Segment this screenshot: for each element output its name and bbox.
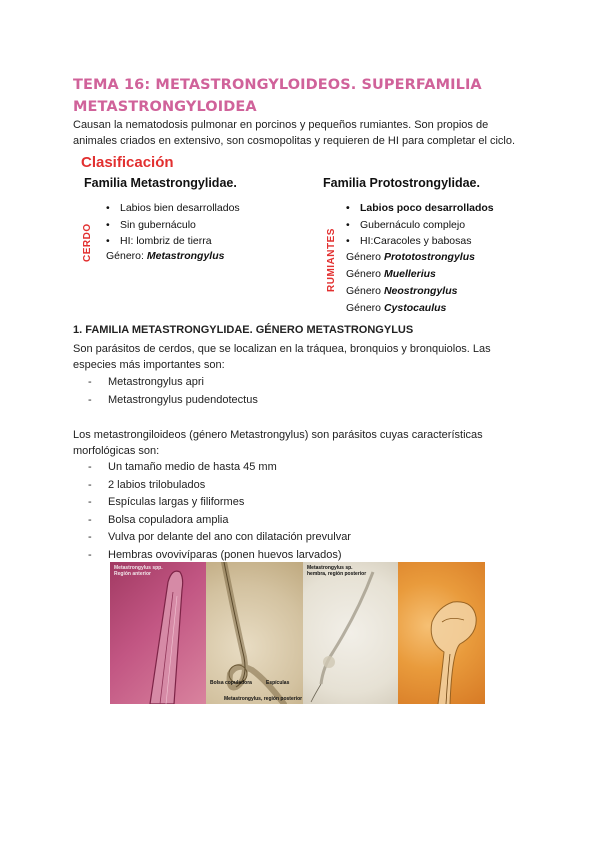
right-genus-line: Género Prototostrongylus: [346, 251, 475, 263]
right-feature-list: [346, 200, 494, 250]
photo-posterior-female: [303, 562, 398, 704]
list-item: • Sin gubernáculo: [106, 218, 196, 231]
host-label-rumiantes: RUMIANTES: [326, 228, 337, 292]
worm-female-icon: [303, 562, 398, 704]
section-heading: 1. FAMILIA METASTRONGYLIDAE. GÉNERO METASTRONGYLUS: [73, 324, 414, 336]
list-item: • Labios bien desarrollados: [106, 202, 240, 214]
left-genus-line: Género: Metastrongylus: [106, 250, 225, 262]
list-item: - Bolsa copuladora amplia: [88, 513, 229, 526]
list-item: • HI: lombriz de tierra: [106, 235, 212, 247]
section-paragraph: Son parásitos de cerdos, que se localizan en la tráquea, bronquios y bronquiolos. Las especies más importantes son:: [73, 343, 491, 371]
right-genus-line: Género Cystocaulus: [346, 302, 447, 314]
list-item: - Hembras ovovivíparas (ponen huevos larvados): [88, 548, 342, 561]
list-item: • Labios poco desarrollados: [346, 202, 494, 214]
photo-label: Región anterior: [114, 571, 151, 577]
traits-list: [88, 459, 351, 564]
photo-label: Metastrongylus spp.: [114, 565, 163, 571]
species-list: [88, 374, 258, 409]
list-item: - Metastrongylus pudendotectus: [88, 393, 258, 406]
page-title: [73, 74, 543, 118]
morphology-paragraph: Los metastrongiloideos (género Metastrongylus) son parásitos cuyas características morfológicas son:: [73, 429, 483, 457]
list-item: - Metastrongylus apri: [88, 376, 204, 388]
title-line-1: TEMA 16: METASTRONGYLOIDEOS. SUPERFAMILIA: [73, 77, 482, 93]
list-item: • HI:Caracoles y babosas: [346, 235, 472, 247]
family-protostrongylidae: Familia Protostrongylidae.: [323, 176, 480, 190]
left-feature-list: [106, 200, 240, 250]
photo-label: Espículas: [266, 680, 290, 686]
list-item: - Espículas largas y filiformes: [88, 496, 245, 508]
photo-label: Metastrongylus sp.: [307, 565, 353, 571]
photo-anterior-region: [110, 562, 206, 704]
list-item: - 2 labios trilobulados: [88, 478, 206, 491]
photo-label: Metastrongylus, región posterior: [224, 696, 303, 702]
intro-paragraph: Causan la nematodosis pulmonar en porcinos y pequeños rumiantes. Son propios de animales criados en extensivo, son cosmopolitas y requieren de HI para completar el ciclo.: [73, 119, 516, 147]
list-item: - Un tamaño medio de hasta 45 mm: [88, 461, 277, 473]
family-metastrongylidae: Familia Metastrongylidae.: [84, 176, 237, 190]
list-item: - Vulva por delante del ano con dilatación prevulvar: [88, 531, 351, 543]
title-line-2: METASTRONGYLOIDEA: [73, 99, 257, 115]
right-genus-line: Género Muellerius: [346, 268, 436, 280]
photo-label: Bolsa copuladora: [210, 680, 252, 686]
classification-title: Clasificación: [81, 154, 174, 171]
copulatory-bursa-icon: [398, 562, 485, 704]
worm-anterior-icon: [110, 562, 206, 704]
right-genus-line: Género Neostrongylus: [346, 285, 458, 297]
host-label-cerdo: CERDO: [82, 223, 93, 262]
photo-copulatory-bursa: [398, 562, 485, 704]
photo-label: hembra, región posterior: [307, 571, 367, 577]
microscopy-photo-strip: [110, 562, 485, 704]
photo-posterior-male: [206, 562, 303, 704]
list-item: • Gubernáculo complejo: [346, 218, 466, 231]
